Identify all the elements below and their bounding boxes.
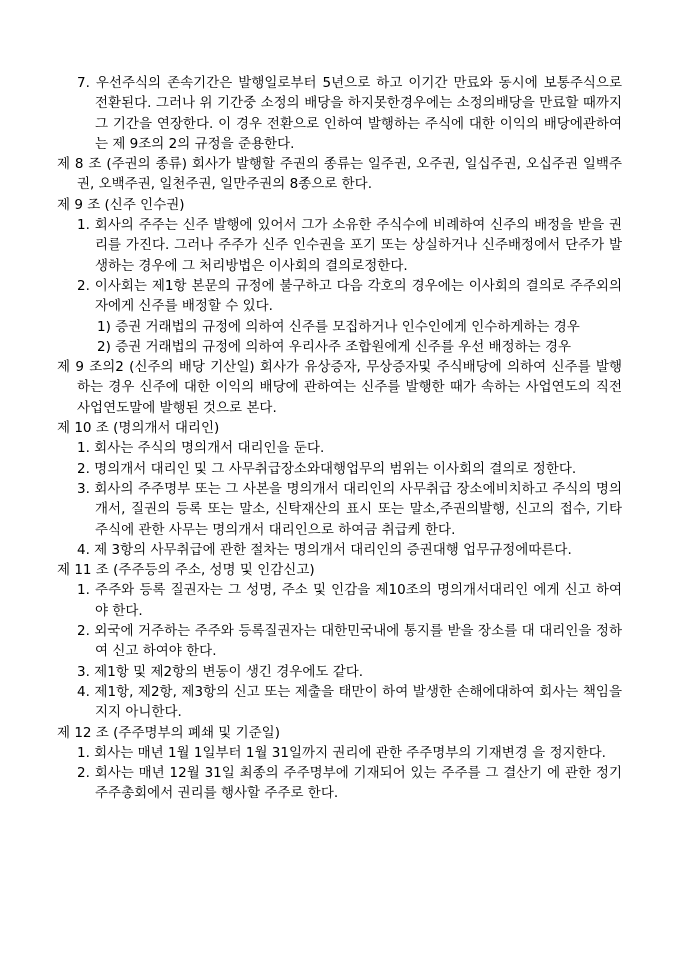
clause-item: 2. 이사회는 제1항 본문의 규정에 불구하고 다음 각호의 경우에는 이사회의 결의로 주주외의 자에게 신주를 배정할 수 있다. xyxy=(77,277,622,315)
article-heading: 제 10 조 (명의개서 대리인) xyxy=(57,420,220,437)
article-heading: 제 11 조 (주주등의 주소, 성명 및 인감신고) xyxy=(57,562,315,579)
clause-item: 1. 회사는 주식의 명의개서 대리인을 둔다. xyxy=(77,440,325,457)
clause-item: 2. 회사는 매년 12월 31일 최종의 주주명부에 기재되어 있는 주주를 그 결산기 에 관한 정기주주총회에서 권리를 행사할 주주로 한다. xyxy=(77,765,622,802)
article-heading: 제 12 조 (주주명부의 폐쇄 및 기준일) xyxy=(57,724,280,741)
clause-item: 3. 회사의 주주명부 또는 그 사본을 명의개서 대리인의 사무취급 장소에비치하고 주식의 명의개서, 질권의 등록 또는 말소, 신탁재산의 표시 또는 말소,주권의발행, 신고의 접수, 기타 주식에 관한 사무는 명의개서 대리인으로 하여금 취급케 한다. xyxy=(77,480,622,538)
article-paragraph: 제 9 조의2 (신주의 배당 기산일) 회사가 유상증자, 무상증자및 주식배당에 의하여 신주를 발행하는 경우 신주에 대한 이익의 배당에 관하여는 신주를 발행한 때가 속하는 사업연도의 직전 사업연도말에 발행된 것으로 본다. xyxy=(57,359,622,416)
subclause-item: 1) 증권 거래법의 규정에 의하여 신주를 모집하거나 인수인에게 인수하게하는 경우 xyxy=(97,318,580,335)
clause-item: 3. 제1항 및 제2항의 변동이 생긴 경우에도 같다. xyxy=(77,663,364,680)
clause-item: 1. 회사는 매년 1월 1일부터 1월 31일까지 권리에 관한 주주명부의 기재변경 을 정지한다. xyxy=(77,744,606,761)
article-heading: 제 9 조 (신주 인수권) xyxy=(57,196,185,213)
clause-item: 4. 제 3항의 사무취급에 관한 절차는 명의개서 대리인의 증권대행 업무규정에따른다. xyxy=(77,541,572,558)
article-paragraph: 제 8 조 (주권의 종류) 회사가 발행할 주권의 종류는 일주권, 오주권, 일십주권, 오십주권 일백주권, 오백주권, 일천주권, 일만주권의 8종으로 한다. xyxy=(57,156,622,193)
clause-item: 2. 명의개서 대리인 및 그 사무취급장소와대행업무의 범위는 이사회의 결의로 정한다. xyxy=(77,460,577,477)
clause-item: 1. 주주와 등록 질권자는 그 성명, 주소 및 인감을 제10조의 명의개서대리인 에게 신고 하여야 한다. xyxy=(77,582,622,619)
clause-item: 2. 외국에 거주하는 주주와 등록질권자는 대한민국내에 통지를 받을 장소를 대 대리인을 정하여 신고 하여야 한다. xyxy=(77,623,622,660)
subclause-item: 2) 증권 거래법의 규정에 의하여 우리사주 조합원에게 신주를 우선 배정하는 경우 xyxy=(97,338,572,355)
clause-item: 1. 회사의 주주는 신주 발행에 있어서 그가 소유한 주식수에 비례하여 신주의 배정을 받을 권리를 가진다. 그러나 주주가 신주 인수권을 포기 또는 상실하거나 신주배정에서 단주가 발생하는 경우에 그 처리방법은 이사회의 결의로정한다. xyxy=(77,217,622,274)
clause-item: 4. 제1항, 제2항, 제3항의 신고 또는 제출을 태만이 하여 발생한 손해에대하여 회사는 책임을 지지 아니한다. xyxy=(77,683,622,721)
clause-item: 7. 우선주식의 존속기간은 발행일로부터 5년으로 하고 이기간 만료와 동시에 보통주식으로 전환된다. 그러나 위 기간중 소정의 배당을 하지못한경우에는 소정의배당을 만료할 때까지 그 기간을 연장한다. 이 경우 전환으로 인하여 발행하는 주식에 대한 이익의 배당에관하여는 제 9조의 2의 규정을 준용한다. xyxy=(77,75,622,152)
